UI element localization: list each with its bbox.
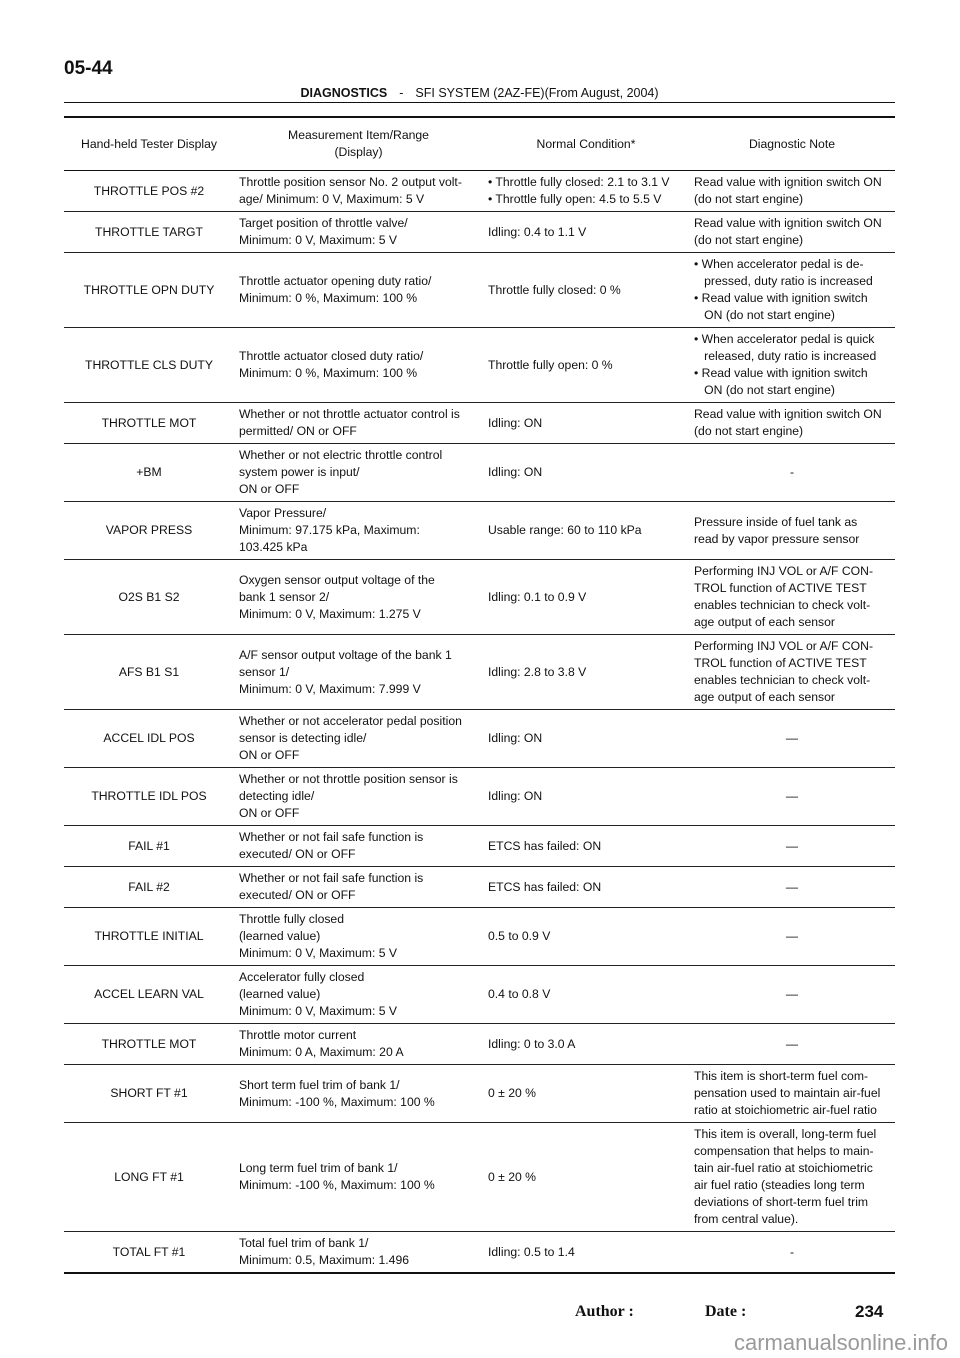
measurement-cell-line: executed/ ON or OFF <box>239 847 356 861</box>
measurement-cell-line: ON or OFF <box>239 482 300 496</box>
tester-display-cell: SHORT FT #1 <box>64 1065 234 1123</box>
measurement-cell <box>234 1123 483 1232</box>
diagnostic-note-cell <box>689 867 895 908</box>
diagnostic-note-cell-line: from central value). <box>694 1212 799 1226</box>
normal-condition-cell-line: 0 ± 20 % <box>488 1086 537 1100</box>
tester-display-cell: THROTTLE MOT <box>64 1024 234 1065</box>
measurement-cell-line: (learned value) <box>239 929 321 943</box>
table-row <box>64 908 895 966</box>
table-row <box>64 212 895 253</box>
normal-condition-cell-line: • Throttle fully open: 4.5 to 5.5 V <box>488 192 662 206</box>
diagnostic-note-cell <box>689 328 895 403</box>
table-row <box>64 560 895 635</box>
measurement-cell-line: ON or OFF <box>239 748 300 762</box>
normal-condition-cell-line: ETCS has failed: ON <box>488 838 602 853</box>
tester-display-cell: THROTTLE IDL POS <box>64 768 234 826</box>
measurement-cell-line: Throttle actuator opening duty ratio/ <box>239 274 432 288</box>
tester-display-cell: THROTTLE INITIAL <box>64 908 234 966</box>
diagnostic-note-cell <box>689 560 895 635</box>
normal-condition-cell <box>483 1024 689 1065</box>
measurement-cell <box>234 1232 483 1274</box>
diagnostic-note-cell-line: read by vapor pressure sensor <box>694 531 860 546</box>
measurement-cell <box>234 502 483 560</box>
diagnostic-note-cell-line: air fuel ratio (steadies long term <box>694 1178 865 1192</box>
normal-condition-cell <box>483 1232 689 1274</box>
measurement-cell <box>234 212 483 253</box>
measurement-cell-line: Target position of throttle valve/ <box>239 216 408 230</box>
header-rule <box>64 102 895 103</box>
column-header: Hand-held Tester Display <box>64 117 234 171</box>
diagnostic-note-cell-line: This item is short-term fuel com- <box>694 1069 869 1083</box>
normal-condition-cell <box>483 908 689 966</box>
date-label: Date : <box>705 1303 747 1320</box>
diagnostic-note-cell-line: This item is overall, long-term fuel <box>694 1127 877 1141</box>
measurement-cell-line: A/F sensor output voltage of the bank 1 <box>239 647 452 662</box>
diagnostic-note-cell-line: TROL function of ACTIVE TEST <box>694 656 867 670</box>
normal-condition-cell-line: Idling: 2.8 to 3.8 V <box>488 664 587 679</box>
tester-display-cell: AFS B1 S1 <box>64 635 234 710</box>
table-row <box>64 710 895 768</box>
tester-display-cell: ACCEL LEARN VAL <box>64 966 234 1024</box>
measurement-cell-line: Minimum: 0 V, Maximum: 5 V <box>239 233 398 247</box>
measurement-cell <box>234 560 483 635</box>
measurement-cell-line: Vapor Pressure/ <box>239 506 327 520</box>
measurement-cell-line: Minimum: 0 V, Maximum: 5 V <box>239 946 398 960</box>
diagnostic-note-cell-line: — <box>785 789 799 803</box>
measurement-cell-line: Whether or not throttle position sensor is <box>239 772 458 786</box>
normal-condition-cell-line: ETCS has failed: ON <box>488 879 602 894</box>
normal-condition-cell <box>483 253 689 328</box>
normal-condition-cell <box>483 635 689 710</box>
section-subtitle: SFI SYSTEM (2AZ-FE)(From August, 2004) <box>415 86 659 100</box>
diagnostic-note-cell-line: (do not start engine) <box>694 233 804 247</box>
measurement-cell <box>234 826 483 867</box>
diagnostic-note-cell-line: - <box>789 1244 795 1259</box>
measurement-cell-line: Total fuel trim of bank 1/ <box>239 1236 369 1250</box>
measurement-cell-line: Minimum: 0 A, Maximum: 20 A <box>239 1045 404 1059</box>
measurement-cell-line: Minimum: 0 V, Maximum: 7.999 V <box>239 681 421 696</box>
normal-condition-cell-line: Idling: 0.5 to 1.4 <box>488 1244 575 1259</box>
header-separator: - <box>399 86 404 100</box>
diagnostic-note-cell-line: — <box>785 929 799 943</box>
table-row <box>64 328 895 403</box>
footer-page-number: 234 <box>855 1302 884 1321</box>
diagnostic-note-cell <box>689 253 895 328</box>
measurement-cell-line: Minimum: 0 V, Maximum: 5 V <box>239 1004 398 1018</box>
diagnostic-note-cell-line: enables technician to check volt- <box>694 673 871 687</box>
measurement-cell <box>234 966 483 1024</box>
measurement-cell <box>234 768 483 826</box>
diagnostic-note-cell <box>689 502 895 560</box>
normal-condition-cell-line: Throttle fully open: 0 % <box>488 357 613 372</box>
page-number: 05-44 <box>64 58 113 79</box>
diagnostic-table <box>64 116 895 1274</box>
diagnostic-note-cell <box>689 710 895 768</box>
tester-display-cell: LONG FT #1 <box>64 1123 234 1232</box>
table-row <box>64 966 895 1024</box>
measurement-cell-line: sensor is detecting idle/ <box>239 731 367 745</box>
diagnostic-note-cell-line: pressed, duty ratio is increased <box>694 274 873 288</box>
diagnostic-note-cell-line: - <box>789 465 795 479</box>
normal-condition-cell-line: • Throttle fully closed: 2.1 to 3.1 V <box>488 175 670 189</box>
measurement-cell <box>234 867 483 908</box>
column-header: Diagnostic Note <box>689 117 895 171</box>
diagnostic-note-cell-line: — <box>785 1036 799 1051</box>
measurement-cell-line: Throttle actuator closed duty ratio/ <box>239 349 424 363</box>
running-header <box>64 86 895 102</box>
measurement-cell <box>234 1024 483 1065</box>
diagnostic-note-cell-line: — <box>785 987 799 1001</box>
diagnostic-note-cell-line: — <box>785 838 799 853</box>
measurement-cell-line: Minimum: 97.175 kPa, Maximum: <box>239 523 420 537</box>
diagnostic-note-cell <box>689 1024 895 1065</box>
normal-condition-cell-line: Idling: ON <box>488 731 543 745</box>
measurement-cell-line: Minimum: -100 %, Maximum: 100 % <box>239 1178 435 1192</box>
tester-display-cell: THROTTLE CLS DUTY <box>64 328 234 403</box>
tester-display-cell: THROTTLE TARGT <box>64 212 234 253</box>
measurement-cell-line: executed/ ON or OFF <box>239 888 356 902</box>
diagnostic-note-cell-line: pensation used to maintain air-fuel <box>694 1086 881 1100</box>
table-row <box>64 253 895 328</box>
measurement-cell-line: system power is input/ <box>239 465 360 479</box>
diagnostic-note-cell-line: Read value with ignition switch ON <box>694 216 882 230</box>
tester-display-cell: THROTTLE POS #2 <box>64 171 234 212</box>
tester-display-cell: THROTTLE MOT <box>64 403 234 444</box>
normal-condition-cell <box>483 502 689 560</box>
table-row <box>64 171 895 212</box>
normal-condition-cell <box>483 710 689 768</box>
diagnostic-note-cell <box>689 403 895 444</box>
normal-condition-cell-line: 0 ± 20 % <box>488 1169 537 1184</box>
measurement-cell <box>234 710 483 768</box>
section-title: DIAGNOSTICS <box>300 86 388 100</box>
diagnostic-note-cell <box>689 1232 895 1274</box>
diagnostic-note-cell-line: • Read value with ignition switch <box>694 366 868 380</box>
diagnostic-note-cell-line: ON (do not start engine) <box>694 383 835 397</box>
diagnostic-note-cell-line: Read value with ignition switch ON <box>694 407 882 421</box>
diagnostic-note-cell-line: deviations of short-term fuel trim <box>694 1195 869 1209</box>
measurement-cell-line: Whether or not fail safe function is <box>239 830 424 844</box>
diagnostic-note-cell <box>689 635 895 710</box>
normal-condition-cell <box>483 171 689 212</box>
diagnostic-note-cell <box>689 1123 895 1232</box>
normal-condition-cell <box>483 867 689 908</box>
measurement-cell-line: Short term fuel trim of bank 1/ <box>239 1077 400 1092</box>
measurement-cell-line: Whether or not fail safe function is <box>239 871 424 885</box>
normal-condition-cell-line: Idling: 0.4 to 1.1 V <box>488 224 587 239</box>
diagnostic-note-cell-line: ratio at stoichiometric air-fuel ratio <box>694 1103 877 1117</box>
diagnostic-note-cell-line: enables technician to check volt- <box>694 598 871 612</box>
measurement-cell <box>234 171 483 212</box>
normal-condition-cell-line: Idling: ON <box>488 789 543 803</box>
table-row <box>64 867 895 908</box>
normal-condition-cell <box>483 826 689 867</box>
diagnostic-note-cell-line: Read value with ignition switch ON <box>694 175 882 189</box>
measurement-cell <box>234 328 483 403</box>
column-header: Measurement Item/Range (Display) <box>234 117 483 171</box>
normal-condition-cell <box>483 1065 689 1123</box>
diagnostic-note-cell-line: • When accelerator pedal is de- <box>694 257 864 271</box>
diagnostic-note-cell-line: age output of each sensor <box>694 615 835 629</box>
diagnostic-note-cell-line: • When accelerator pedal is quick <box>694 332 875 346</box>
table-row <box>64 444 895 502</box>
tester-display-cell: FAIL #2 <box>64 867 234 908</box>
normal-condition-cell-line: Usable range: 60 to 110 kPa <box>488 523 642 537</box>
normal-condition-cell <box>483 403 689 444</box>
table-row <box>64 1123 895 1232</box>
tester-display-cell: O2S B1 S2 <box>64 560 234 635</box>
diagnostic-note-cell-line: ON (do not start engine) <box>694 308 835 322</box>
normal-condition-cell-line: Throttle fully closed: 0 % <box>488 282 621 297</box>
measurement-cell-line: Minimum: 0 %, Maximum: 100 % <box>239 291 418 305</box>
normal-condition-cell <box>483 1123 689 1232</box>
diagnostic-note-cell-line: • Read value with ignition switch <box>694 291 868 305</box>
table-row <box>64 1232 895 1274</box>
measurement-cell-line: Minimum: 0 %, Maximum: 100 % <box>239 366 418 380</box>
measurement-cell-line: Minimum: -100 %, Maximum: 100 % <box>239 1094 435 1109</box>
diagnostic-note-cell-line: TROL function of ACTIVE TEST <box>694 581 867 595</box>
measurement-cell-line: Throttle position sensor No. 2 output volt- <box>239 175 462 189</box>
measurement-cell-line: Throttle fully closed <box>239 912 344 926</box>
normal-condition-cell <box>483 328 689 403</box>
diagnostic-note-cell <box>689 826 895 867</box>
diagnostic-note-cell <box>689 171 895 212</box>
measurement-cell-line: Accelerator fully closed <box>239 970 365 984</box>
tester-display-cell: VAPOR PRESS <box>64 502 234 560</box>
measurement-cell <box>234 403 483 444</box>
table-row <box>64 1024 895 1065</box>
watermark: carmanualsonline.info <box>733 1330 948 1355</box>
measurement-cell-line: detecting idle/ <box>239 789 315 803</box>
diagnostic-note-cell-line: Pressure inside of fuel tank as <box>694 514 858 529</box>
diagnostic-note-cell-line: (do not start engine) <box>694 424 804 438</box>
measurement-cell <box>234 1065 483 1123</box>
diagnostic-note-cell-line: Performing INJ VOL or A/F CON- <box>694 564 874 578</box>
table-row <box>64 403 895 444</box>
normal-condition-cell-line: 0.4 to 0.8 V <box>488 987 551 1001</box>
diagnostic-note-cell-line: — <box>785 731 799 745</box>
diagnostic-note-cell <box>689 908 895 966</box>
normal-condition-cell-line: Idling: 0 to 3.0 A <box>488 1036 576 1051</box>
diagnostic-note-cell <box>689 768 895 826</box>
measurement-cell-line: bank 1 sensor 2/ <box>239 589 330 604</box>
measurement-cell-line: Throttle motor current <box>239 1028 357 1042</box>
table-body <box>64 171 895 1274</box>
measurement-cell <box>234 635 483 710</box>
measurement-cell-line: permitted/ ON or OFF <box>239 424 357 438</box>
normal-condition-cell <box>483 560 689 635</box>
tester-display-cell: TOTAL FT #1 <box>64 1232 234 1274</box>
column-header: Normal Condition* <box>483 117 689 171</box>
tester-display-cell: +BM <box>64 444 234 502</box>
diagnostic-note-cell-line: age output of each sensor <box>694 690 835 704</box>
measurement-cell-line: ON or OFF <box>239 806 300 820</box>
measurement-cell-line: 103.425 kPa <box>239 540 308 554</box>
diagnostic-note-cell <box>689 966 895 1024</box>
table-row <box>64 635 895 710</box>
measurement-cell-line: Minimum: 0 V, Maximum: 1.275 V <box>239 606 421 621</box>
table-row <box>64 502 895 560</box>
diagnostic-note-cell <box>689 444 895 502</box>
diagnostic-note-cell <box>689 1065 895 1123</box>
tester-display-cell: FAIL #1 <box>64 826 234 867</box>
diagnostic-note-cell-line: Performing INJ VOL or A/F CON- <box>694 639 874 653</box>
table-header-row <box>64 117 895 171</box>
normal-condition-cell-line: Idling: 0.1 to 0.9 V <box>488 589 587 604</box>
measurement-cell-line: Long term fuel trim of bank 1/ <box>239 1161 398 1175</box>
normal-condition-cell <box>483 444 689 502</box>
tester-display-cell: ACCEL IDL POS <box>64 710 234 768</box>
table-row <box>64 768 895 826</box>
author-label: Author : <box>575 1303 634 1320</box>
measurement-cell-line: Minimum: 0.5, Maximum: 1.496 <box>239 1253 410 1267</box>
measurement-cell-line: sensor 1/ <box>239 664 290 679</box>
measurement-cell-line: age/ Minimum: 0 V, Maximum: 5 V <box>239 192 425 206</box>
diagnostic-note-cell-line: released, duty ratio is increased <box>694 349 877 363</box>
normal-condition-cell <box>483 966 689 1024</box>
diagnostic-note-cell-line: — <box>785 879 799 894</box>
diagnostic-note-cell-line: (do not start engine) <box>694 192 804 206</box>
diagnostic-note-cell-line: compensation that helps to main- <box>694 1144 874 1158</box>
measurement-cell-line: Oxygen sensor output voltage of the <box>239 572 435 587</box>
diagnostic-note-cell-line: tain air-fuel ratio at stoichiometric <box>694 1161 873 1175</box>
measurement-cell-line: (learned value) <box>239 987 321 1001</box>
measurement-cell-line: Whether or not accelerator pedal position <box>239 714 462 728</box>
table-row <box>64 1065 895 1123</box>
measurement-cell-line: Whether or not electric throttle control <box>239 448 443 462</box>
measurement-cell <box>234 908 483 966</box>
normal-condition-cell-line: Idling: ON <box>488 415 543 430</box>
tester-display-cell: THROTTLE OPN DUTY <box>64 253 234 328</box>
measurement-cell <box>234 253 483 328</box>
normal-condition-cell-line: Idling: ON <box>488 465 543 479</box>
normal-condition-cell <box>483 212 689 253</box>
measurement-cell <box>234 444 483 502</box>
diagnostic-note-cell <box>689 212 895 253</box>
table-row <box>64 826 895 867</box>
normal-condition-cell <box>483 768 689 826</box>
normal-condition-cell-line: 0.5 to 0.9 V <box>488 929 551 943</box>
measurement-cell-line: Whether or not throttle actuator control is <box>239 407 460 421</box>
